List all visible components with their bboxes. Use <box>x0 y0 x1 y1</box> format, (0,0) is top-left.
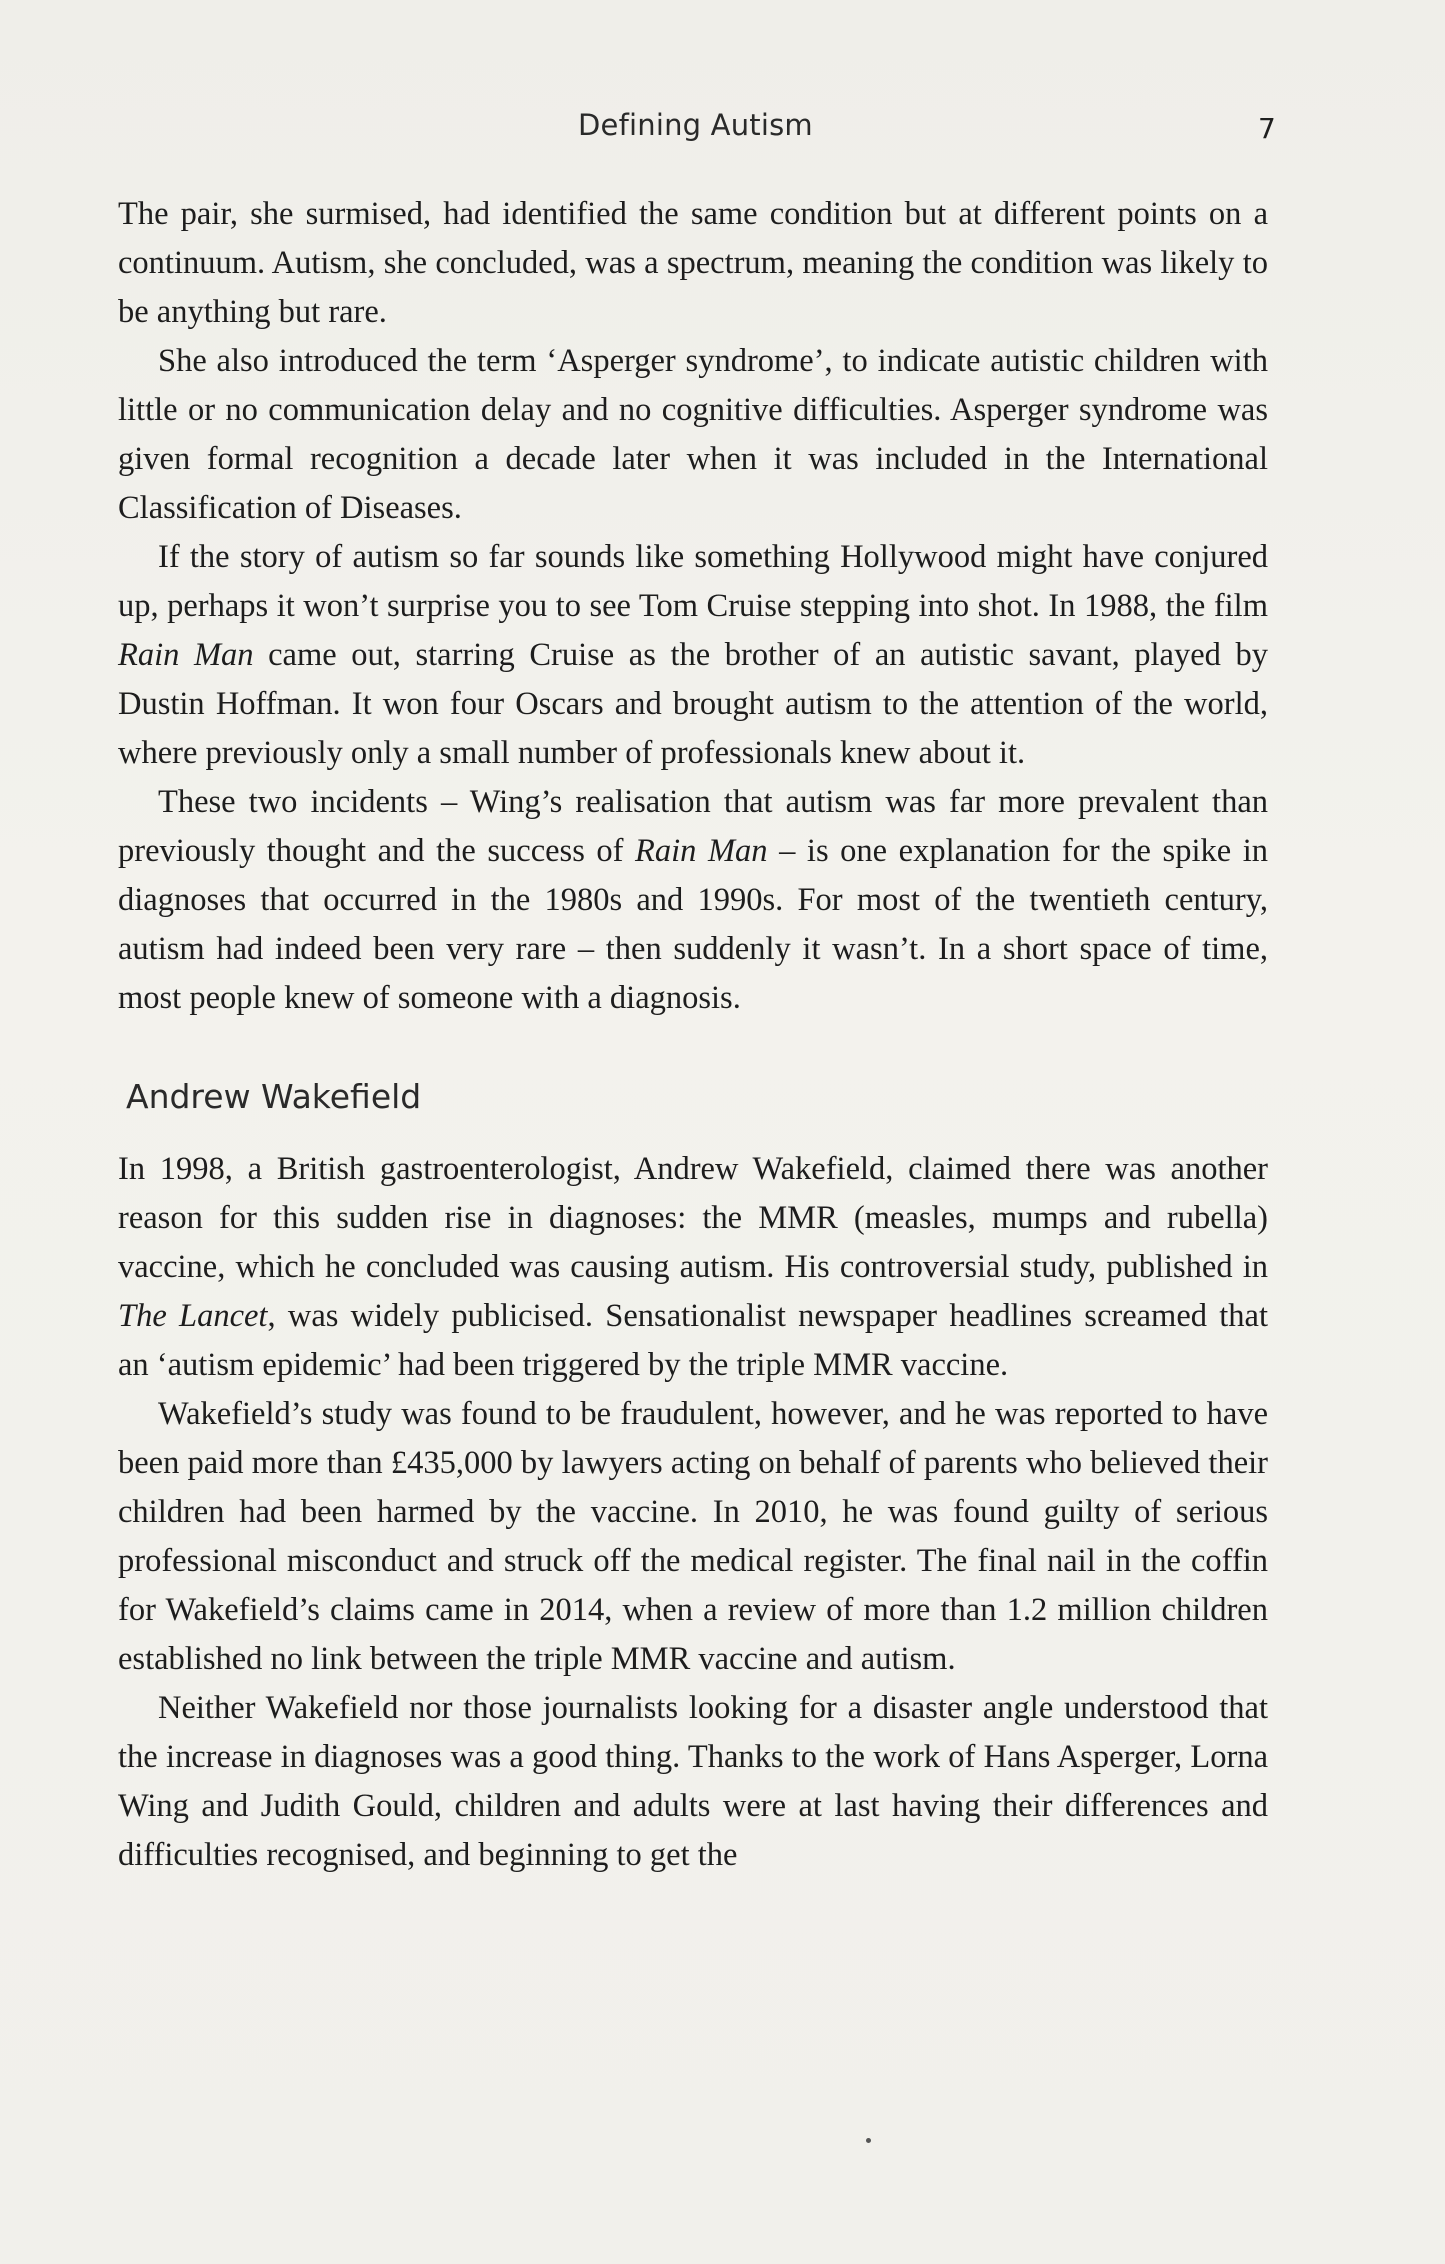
italic-title: Rain Man <box>635 833 768 869</box>
paragraph-text: These two incidents – Wing’s realisation that autism was far more prevalent than previously thought and the success of <box>118 784 1268 869</box>
paragraph-text: – is one explanation for the spike in diagnoses that occurred in the 1980s and 1990s. For most of the twentieth century, autism had indeed been very rare – then suddenly it wasn’t. In a short space of time, most people knew of someone with a diagnosis. <box>118 833 1268 1016</box>
paragraphs-before-heading <box>118 190 1268 1023</box>
paragraph <box>118 1390 1268 1684</box>
running-title: Defining Autism <box>578 108 813 142</box>
paragraph <box>118 1684 1268 1880</box>
paragraph-text: , was widely publicised. Sensationalist newspaper headlines screamed that an ‘autism epidemic’ had been triggered by the triple MMR vaccine. <box>118 1298 1268 1383</box>
paragraph-text: The pair, she surmised, had identified the same condition but at different points on a continuum. Autism, she concluded, was a spectrum, meaning the condition was likely to be anything but rare. <box>118 196 1268 330</box>
paragraph-text: Wakefield’s study was found to be fraudulent, however, and he was reported to have been paid more than £435,000 by lawyers acting on behalf of parents who believed their children had been harmed by the vaccine. In 2010, he was found guilty of serious professional misconduct and struck off the medical register. The final nail in the coffin for Wakefield’s claims came in 2014, when a review of more than 1.2 million children established no link between the triple MMR vaccine and autism. <box>118 1396 1268 1677</box>
paragraph <box>118 337 1268 533</box>
paragraph-text: If the story of autism so far sounds like something Hollywood might have conjured up, perhaps it won’t surprise you to see Tom Cruise stepping into shot. In 1988, the film <box>118 539 1268 624</box>
paragraph <box>118 1145 1268 1390</box>
paragraphs-after-heading <box>118 1145 1268 1880</box>
running-header <box>0 108 1445 152</box>
body-text <box>118 190 1268 1880</box>
section-heading: Andrew Wakefield <box>126 1077 422 1116</box>
paragraph-text: In 1998, a British gastroenterologist, Andrew Wakefield, claimed there was another reason for this sudden rise in diagnoses: the MMR (measles, mumps and rubella) vaccine, which he concluded was causing autism. His controversial study, published in <box>118 1151 1268 1285</box>
paragraph-text: She also introduced the term ‘Asperger syndrome’, to indicate autistic children with little or no communication delay and no cognitive difficulties. Asperger syndrome was given formal recognition a decade later when it was included in the International Classification of Diseases. <box>118 343 1268 526</box>
paragraph <box>118 533 1268 778</box>
page-speck <box>866 2138 871 2143</box>
italic-title: Rain Man <box>118 637 254 673</box>
paragraph-text: Neither Wakefield nor those journalists looking for a disaster angle understood that the increase in diagnoses was a good thing. Thanks to the work of Hans Asperger, Lorna Wing and Judith Gould, children and adults were at last having their differences and difficulties recognised, and beginning to get the <box>118 1690 1268 1873</box>
paragraph <box>118 190 1268 337</box>
page-number: 7 <box>1258 112 1276 145</box>
paragraph-text: came out, starring Cruise as the brother of an autistic savant, played by Dustin Hoffman. It won four Oscars and brought autism to the attention of the world, where previously only a small number of professionals knew about it. <box>118 637 1268 771</box>
italic-title: The Lancet <box>118 1298 268 1334</box>
paragraph <box>118 778 1268 1023</box>
